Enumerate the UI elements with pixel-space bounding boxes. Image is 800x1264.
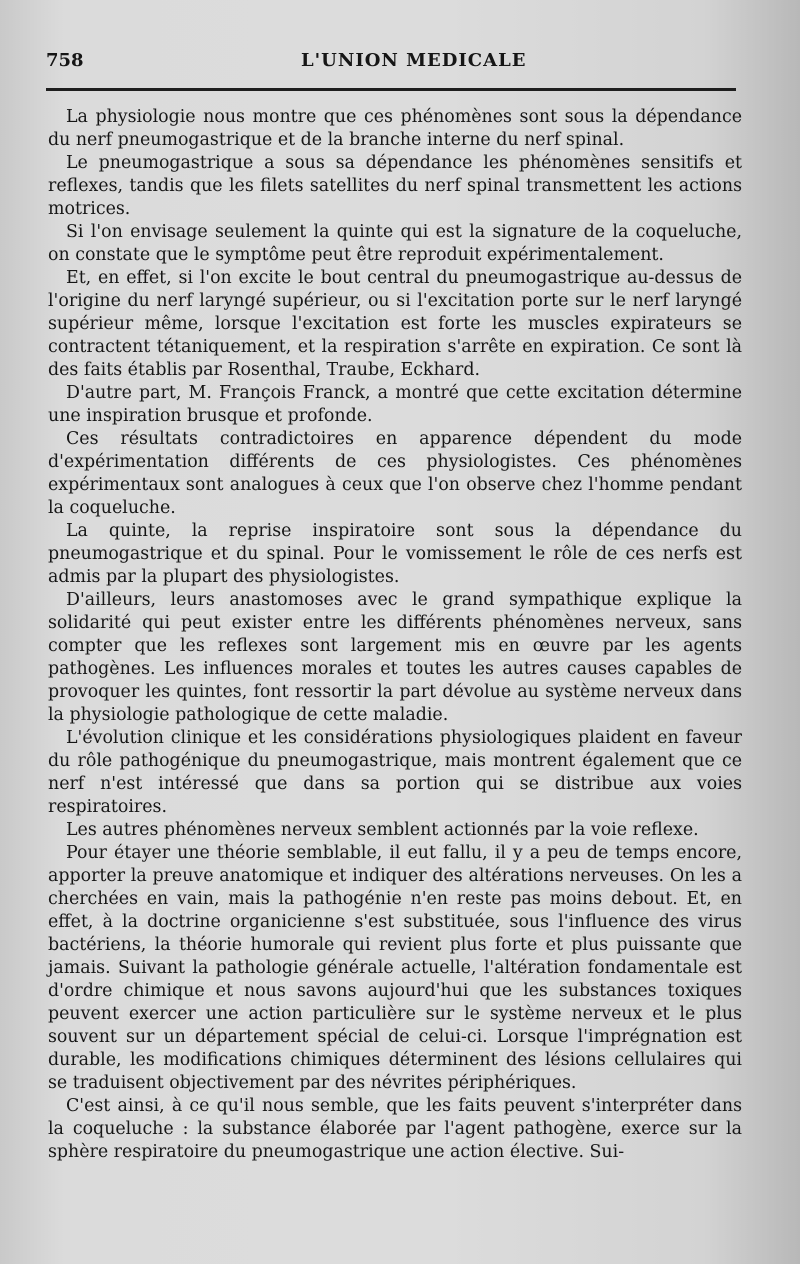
paragraph: La quinte, la reprise inspiratoire sont sous la dépendance du pneumogastrique et du spinal. Pour le vomissement le rôle de ces nerfs est admis par la plupart des physiologistes. [48, 521, 742, 587]
paragraph: D'ailleurs, leurs anastomoses avec le grand sympathique explique la solidarité qui peut exister entre les différents phénomènes nerveux, sans compter que les reflexes sont largement mis en œuvre par les agents pathogènes. Les influences morales et toutes les autres causes capables de provoquer les quintes, font ressortir la part dévolue au système nerveux dans la physiologie pathologique de cette maladie. [48, 590, 742, 725]
paragraph: La physiologie nous montre que ces phénomènes sont sous la dépendance du nerf pneumogastrique et de la branche interne du nerf spinal. [48, 107, 742, 150]
paragraph: Si l'on envisage seulement la quinte qui est la signature de la coqueluche, on constate que le symptôme peut être reproduit expérimentalement. [48, 222, 742, 265]
paragraph: C'est ainsi, à ce qu'il nous semble, que les faits peuvent s'interpréter dans la coqueluche : la substance élaborée par l'agent pathogène, exerce sur la sphère respiratoire du pneumogastrique une action élective. Sui- [48, 1096, 742, 1162]
page-header [46, 50, 736, 76]
paragraph: L'évolution clinique et les considérations physiologiques plaident en faveur du rôle pathogénique du pneumogastrique, mais montrent également que ce nerf n'est intéressé que dans sa portion qui se distribue aux voies respiratoires. [48, 728, 742, 817]
paragraph: Ces résultats contradictoires en apparence dépendent du mode d'expérimentation différents de ces physiologistes. Ces phénomènes expérimentaux sont analogues à ceux que l'on observe chez l'homme pendant la coqueluche. [48, 429, 742, 518]
header-rule [46, 88, 736, 91]
paragraph: D'autre part, M. François Franck, a montré que cette excitation détermine une inspiration brusque et profonde. [48, 383, 742, 426]
paragraph: Les autres phénomènes nerveux semblent actionnés par la voie reflexe. [66, 820, 699, 840]
paragraph: Et, en effet, si l'on excite le bout central du pneumogastrique au-dessus de l'origine du nerf laryngé supérieur, ou si l'excitation porte sur le nerf laryngé supérieur même, lorsque l'excitation est forte les muscles expirateurs se contractent tétaniquement, et la respiration s'arrête en expiration. Ce sont là des faits établis par Rosenthal, Traube, Eckhard. [48, 268, 742, 380]
page-number: 758 [46, 50, 84, 71]
paragraph: Pour étayer une théorie semblable, il eut fallu, il y a peu de temps encore, apporter la preuve anatomique et indiquer des altérations nerveuses. On les a cherchées en vain, mais la pathogénie n'en reste pas moins debout. Et, en effet, à la doctrine organicienne s'est substituée, sous l'influence des virus bactériens, la théorie humorale qui revient plus forte et plus puissante que jamais. Suivant la pathologie générale actuelle, l'altération fondamentale est d'ordre chimique et nous savons aujourd'hui que les substances toxiques peuvent exercer une action particulière sur le système nerveux et le plus souvent sur un département spécial de celui-ci. Lorsque l'imprégnation est durable, les modifications chimiques déterminent des lésions cellulaires qui se traduisent objectivement par des névrites périphériques. [48, 843, 742, 1093]
paragraph: Le pneumogastrique a sous sa dépendance les phénomènes sensitifs et reflexes, tandis que les filets satellites du nerf spinal transmettent les actions motrices. [48, 153, 742, 219]
running-head: L'UNION MEDICALE [301, 50, 527, 71]
article-body [48, 106, 742, 1164]
